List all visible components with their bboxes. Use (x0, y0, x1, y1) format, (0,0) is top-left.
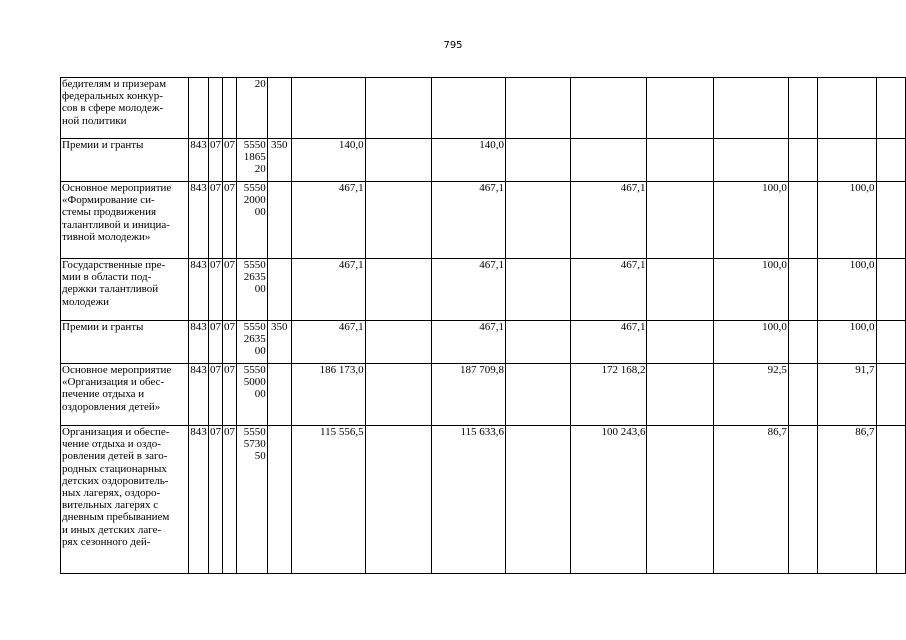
row-name-line: Премии и гранты (62, 321, 144, 333)
empty-cell (788, 426, 817, 574)
target-article-code-line: 20 (254, 163, 266, 176)
row-name-line: Государственные пре- (62, 259, 166, 271)
target-article-code (236, 259, 267, 321)
plan-amount-revised: 467,1 (432, 259, 506, 321)
subsection-code: 07 (222, 259, 236, 321)
row-name-line: «Формирование си- (62, 194, 155, 207)
row-name-line: мии в области под- (62, 271, 152, 284)
row-name-line: ных лагерях, оздоро- (62, 487, 161, 500)
target-article-code-line: 5550 (243, 321, 266, 333)
row-name (61, 182, 189, 259)
empty-cell (647, 182, 714, 259)
section-code (208, 78, 222, 139)
subsection-code (222, 78, 236, 139)
budget-table (60, 77, 906, 574)
plan-amount: 140,0 (291, 139, 365, 182)
row-name-line: ровления детей в заго- (62, 450, 168, 463)
empty-cell (788, 182, 817, 259)
empty-cell (647, 364, 714, 426)
empty-cell (876, 259, 905, 321)
percent-of-plan: 100,0 (713, 182, 788, 259)
plan-amount-revised (432, 78, 506, 139)
executed-amount: 467,1 (570, 321, 647, 364)
percent-of-plan: 86,7 (713, 426, 788, 574)
empty-cell (876, 139, 905, 182)
executed-amount (570, 78, 647, 139)
row-name-line: талантливой и инициа- (62, 218, 170, 231)
empty-cell (506, 364, 571, 426)
percent-of-plan (713, 139, 788, 182)
row-name-line: печение отдыха и (62, 388, 145, 401)
row-name-line: тивной молодежи» (62, 230, 151, 243)
table-row (61, 321, 906, 364)
target-article-code-line: 1865 (243, 151, 266, 164)
row-name-line: дневным пребыванием (62, 511, 170, 524)
expense-type-code (267, 426, 291, 574)
empty-cell (876, 182, 905, 259)
row-name-line: рях сезонного дей- (62, 535, 151, 548)
page-number: 795 (443, 40, 463, 51)
empty-cell (647, 78, 714, 139)
row-name (61, 259, 189, 321)
empty-cell (788, 78, 817, 139)
section-code: 07 (208, 182, 222, 259)
percent-of-revised-plan: 100,0 (818, 182, 876, 259)
row-name-line: сов в сфере молодеж- (62, 102, 164, 115)
empty-cell (647, 426, 714, 574)
row-name (61, 364, 189, 426)
empty-cell (788, 139, 817, 182)
row-name-line: Премии и гранты (62, 139, 144, 151)
expense-type-code: 350 (267, 321, 291, 364)
empty-cell (365, 182, 432, 259)
section-code: 07 (208, 321, 222, 364)
section-code: 07 (208, 139, 222, 182)
row-name-line: стемы продвижения (62, 206, 157, 219)
empty-cell (365, 321, 432, 364)
plan-amount-revised: 140,0 (432, 139, 506, 182)
grbs-code: 843 (188, 364, 208, 426)
row-name-line: детских оздоровитель- (62, 474, 169, 487)
empty-cell (365, 259, 432, 321)
empty-cell (506, 259, 571, 321)
target-article-code-line: 2000 (243, 194, 266, 207)
row-name-line: держки талантливой (62, 283, 159, 296)
target-article-code (236, 321, 267, 364)
row-name-line: оздоровления детей» (62, 400, 161, 413)
target-article-code (236, 139, 267, 182)
expense-type-code (267, 364, 291, 426)
row-name-line: Основное мероприятие (62, 182, 172, 194)
row-name-line: Организация и обеспе- (62, 426, 170, 438)
empty-cell (506, 182, 571, 259)
empty-cell (876, 78, 905, 139)
plan-amount: 467,1 (291, 321, 365, 364)
empty-cell (647, 139, 714, 182)
plan-amount: 467,1 (291, 182, 365, 259)
target-article-code-line: 20 (254, 78, 266, 90)
empty-cell (365, 139, 432, 182)
row-name (61, 139, 189, 182)
empty-cell (365, 364, 432, 426)
target-article-code-line: 2635 (243, 271, 266, 284)
target-article-code-line: 5730 (243, 438, 266, 451)
target-article-code-line: 00 (254, 206, 266, 219)
target-article-code-line: 5550 (243, 139, 266, 151)
subsection-code: 07 (222, 139, 236, 182)
percent-of-revised-plan (818, 78, 876, 139)
row-name-line: молодежи (62, 295, 109, 308)
section-code: 07 (208, 426, 222, 574)
plan-amount-revised: 187 709,8 (432, 364, 506, 426)
expense-type-code (267, 78, 291, 139)
percent-of-revised-plan: 91,7 (818, 364, 876, 426)
grbs-code: 843 (188, 321, 208, 364)
empty-cell (788, 321, 817, 364)
percent-of-plan: 100,0 (713, 321, 788, 364)
table-row (61, 426, 906, 574)
target-article-code-line: 5550 (243, 182, 266, 194)
expense-type-code (267, 182, 291, 259)
grbs-code: 843 (188, 182, 208, 259)
percent-of-plan (713, 78, 788, 139)
subsection-code: 07 (222, 426, 236, 574)
target-article-code-line: 5550 (243, 364, 266, 376)
percent-of-revised-plan: 100,0 (818, 321, 876, 364)
executed-amount (570, 139, 647, 182)
table-row (61, 78, 906, 139)
target-article-code (236, 78, 267, 139)
empty-cell (876, 364, 905, 426)
target-article-code-line: 5000 (243, 376, 266, 389)
subsection-code: 07 (222, 364, 236, 426)
plan-amount: 186 173,0 (291, 364, 365, 426)
grbs-code: 843 (188, 426, 208, 574)
executed-amount: 467,1 (570, 259, 647, 321)
empty-cell (506, 78, 571, 139)
empty-cell (647, 321, 714, 364)
table-row (61, 139, 906, 182)
empty-cell (788, 364, 817, 426)
plan-amount-revised: 115 633,6 (432, 426, 506, 574)
row-name (61, 78, 189, 139)
plan-amount-revised: 467,1 (432, 321, 506, 364)
empty-cell (788, 259, 817, 321)
row-name-line: ной политики (62, 114, 127, 127)
empty-cell (876, 426, 905, 574)
executed-amount: 100 243,6 (570, 426, 647, 574)
row-name-line: чение отдыха и оздо- (62, 438, 161, 451)
table-row (61, 182, 906, 259)
plan-amount (291, 78, 365, 139)
target-article-code-line: 00 (254, 283, 266, 296)
target-article-code (236, 182, 267, 259)
section-code: 07 (208, 364, 222, 426)
target-article-code-line: 00 (254, 388, 266, 401)
section-code: 07 (208, 259, 222, 321)
row-name-line: Основное мероприятие (62, 364, 172, 376)
target-article-code-line: 5550 (243, 259, 266, 271)
grbs-code (188, 78, 208, 139)
subsection-code: 07 (222, 182, 236, 259)
expense-type-code: 350 (267, 139, 291, 182)
row-name-line: вительных лагерях с (62, 499, 159, 512)
plan-amount-revised: 467,1 (432, 182, 506, 259)
row-name-line: и иных детских лаге- (62, 523, 162, 536)
row-name (61, 321, 189, 364)
target-article-code-line: 50 (254, 450, 266, 463)
subsection-code: 07 (222, 321, 236, 364)
target-article-code (236, 364, 267, 426)
empty-cell (876, 321, 905, 364)
target-article-code-line: 00 (254, 345, 266, 358)
percent-of-revised-plan: 100,0 (818, 259, 876, 321)
target-article-code (236, 426, 267, 574)
table-row (61, 259, 906, 321)
empty-cell (365, 78, 432, 139)
executed-amount: 172 168,2 (570, 364, 647, 426)
table-row (61, 364, 906, 426)
grbs-code: 843 (188, 259, 208, 321)
expense-type-code (267, 259, 291, 321)
empty-cell (365, 426, 432, 574)
row-name (61, 426, 189, 574)
percent-of-revised-plan (818, 139, 876, 182)
target-article-code-line: 2635 (243, 333, 266, 346)
percent-of-revised-plan: 86,7 (818, 426, 876, 574)
empty-cell (506, 321, 571, 364)
row-name-line: федеральных конкур- (62, 90, 163, 103)
empty-cell (647, 259, 714, 321)
row-name-line: бедителям и призерам (62, 78, 167, 90)
row-name-line: «Организация и обес- (62, 376, 165, 389)
plan-amount: 115 556,5 (291, 426, 365, 574)
empty-cell (506, 426, 571, 574)
plan-amount: 467,1 (291, 259, 365, 321)
executed-amount: 467,1 (570, 182, 647, 259)
row-name-line: родных стационарных (62, 462, 167, 475)
grbs-code: 843 (188, 139, 208, 182)
target-article-code-line: 5550 (243, 426, 266, 438)
percent-of-plan: 100,0 (713, 259, 788, 321)
empty-cell (506, 139, 571, 182)
percent-of-plan: 92,5 (713, 364, 788, 426)
